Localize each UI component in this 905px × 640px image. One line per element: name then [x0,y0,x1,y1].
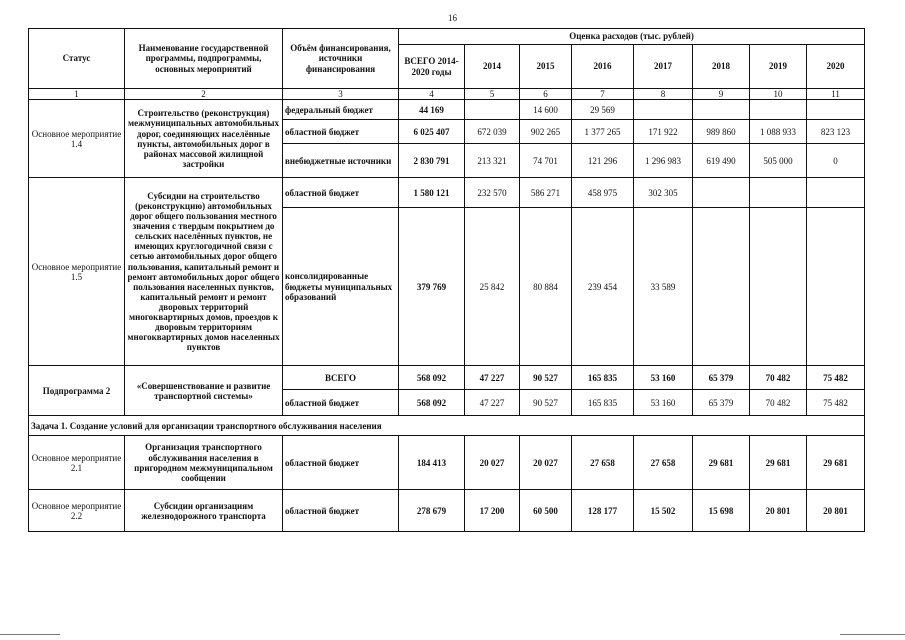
value-cell: 29 681 [693,436,750,490]
page-edge-line [0,634,60,635]
status-cell: Подпрограмма 2 [29,366,125,416]
header-year: 2019 [750,45,807,89]
measure-name: «Совершенствование и развитие транспортной системы» [125,366,283,416]
table-row [29,178,865,208]
value-cell [693,100,750,120]
value-cell: 586 271 [520,178,572,208]
header-volume: Объём финансирования, источники финансирования [283,29,399,89]
value-cell: 20 801 [807,490,865,532]
value-cell: 70 482 [750,390,807,416]
status-cell: Основное мероприятие 1.4 [29,100,125,178]
task-title: Задача 1. Создание условий для организации транспортного обслуживания населения [29,416,865,436]
value-cell: 1 377 265 [572,120,634,144]
value-cell: 989 860 [693,120,750,144]
measure-name: Организация транспортного обслуживания населения в пригородном межмуниципальном сообщении [125,436,283,490]
value-cell: 171 922 [634,120,693,144]
header-year: 2017 [634,45,693,89]
value-cell: 505 000 [750,144,807,178]
value-cell: 619 490 [693,144,750,178]
value-cell: 65 379 [693,390,750,416]
value-cell [807,208,865,366]
value-cell: 672 039 [465,120,520,144]
value-cell [750,100,807,120]
funding-source: областной бюджет [283,436,399,490]
value-cell: 65 379 [693,366,750,390]
funding-source: внебюджетные источники [283,144,399,178]
value-cell: 53 160 [634,366,693,390]
value-cell: 165 835 [572,366,634,390]
value-cell: 302 305 [634,178,693,208]
status-cell: Основное мероприятие 1.5 [29,178,125,366]
value-cell [634,100,693,120]
total-cell: 44 169 [399,100,465,120]
header-year: 2016 [572,45,634,89]
value-cell: 75 482 [807,390,865,416]
budget-table [28,28,865,532]
value-cell: 75 482 [807,366,865,390]
header-name: Наименование государственной программы, подпрограммы, основных мероприятий [125,29,283,89]
status-cell: Основное мероприятие 2.2 [29,490,125,532]
value-cell: 17 200 [465,490,520,532]
value-cell: 90 527 [520,366,572,390]
header-status: Статус [29,29,125,89]
value-cell: 1 296 983 [634,144,693,178]
total-cell: 379 769 [399,208,465,366]
column-number: 11 [807,89,865,100]
value-cell: 47 227 [465,390,520,416]
column-number: 6 [520,89,572,100]
value-cell: 823 123 [807,120,865,144]
column-number: 7 [572,89,634,100]
value-cell: 25 842 [465,208,520,366]
value-cell [693,208,750,366]
value-cell: 128 177 [572,490,634,532]
value-cell: 47 227 [465,366,520,390]
column-number: 4 [399,89,465,100]
measure-name: Строительство (реконструкция) межмуниципальных автомобильных дорог, соединяющих населённые пункты, автомобильных дорог в районах массовой жилищной застройки [125,100,283,178]
total-cell: 278 679 [399,490,465,532]
value-cell: 15 698 [693,490,750,532]
value-cell: 0 [807,144,865,178]
table-row [29,100,865,120]
value-cell: 20 027 [520,436,572,490]
total-cell: 6 025 407 [399,120,465,144]
status-cell: Основное мероприятие 2.1 [29,436,125,490]
value-cell: 232 570 [465,178,520,208]
value-cell: 29 681 [807,436,865,490]
funding-source: областной бюджет [283,490,399,532]
header-row [29,29,865,45]
value-cell [750,208,807,366]
value-cell: 29 569 [572,100,634,120]
page-edge-line [840,634,905,635]
column-number: 5 [465,89,520,100]
header-year: 2015 [520,45,572,89]
funding-source: областной бюджет [283,178,399,208]
column-number: 3 [283,89,399,100]
total-cell: 2 830 791 [399,144,465,178]
column-number: 10 [750,89,807,100]
value-cell: 60 500 [520,490,572,532]
value-cell: 80 884 [520,208,572,366]
value-cell: 53 160 [634,390,693,416]
value-cell: 902 265 [520,120,572,144]
value-cell: 14 600 [520,100,572,120]
total-cell: 1 580 121 [399,178,465,208]
measure-name: Субсидии организациям железнодорожного транспорта [125,490,283,532]
value-cell: 29 681 [750,436,807,490]
value-cell: 74 701 [520,144,572,178]
header-year: 2014 [465,45,520,89]
table-row [29,490,865,532]
value-cell: 90 527 [520,390,572,416]
funding-source: федеральный бюджет [283,100,399,120]
value-cell [807,178,865,208]
value-cell: 27 658 [572,436,634,490]
measure-name: Субсидии на строительство (реконструкцию) автомобильных дорог общего пользования местного значения с твердым покрытием до сельских населённых пунктов, не имеющих круглогодичной связи с сетью автомобильных дорог общего пользования, капитальный ремонт и ремонт автомобильных дорог общего пользования населенных пунктов, капитальный ремонт и ремонт дворовых территорий многоквартирных домов, проездов к дворовым территориям многоквартирных домов населенных пунктов [125,178,283,366]
value-cell [465,100,520,120]
value-cell: 20 027 [465,436,520,490]
column-number: 2 [125,89,283,100]
value-cell: 121 296 [572,144,634,178]
column-number: 8 [634,89,693,100]
header-year: 2018 [693,45,750,89]
column-number-row [29,89,865,100]
task-row [29,416,865,436]
header-year: 2020 [807,45,865,89]
value-cell: 1 088 933 [750,120,807,144]
page-number: 16 [448,13,457,23]
table-row [29,366,865,390]
total-cell: 568 092 [399,390,465,416]
value-cell: 458 975 [572,178,634,208]
value-cell: 20 801 [750,490,807,532]
header-estimate: Оценка расходов (тыс. рублей) [399,29,865,45]
value-cell [750,178,807,208]
funding-source: областной бюджет [283,390,399,416]
table-row [29,436,865,490]
value-cell [693,178,750,208]
value-cell: 165 835 [572,390,634,416]
column-number: 9 [693,89,750,100]
funding-source: консолидированные бюджеты муниципальных образований [283,208,399,366]
value-cell: 70 482 [750,366,807,390]
column-number: 1 [29,89,125,100]
funding-source: областной бюджет [283,120,399,144]
total-cell: 184 413 [399,436,465,490]
value-cell [807,100,865,120]
value-cell: 15 502 [634,490,693,532]
value-cell: 213 321 [465,144,520,178]
value-cell: 239 454 [572,208,634,366]
funding-source: ВСЕГО [283,366,399,390]
value-cell: 33 589 [634,208,693,366]
value-cell: 27 658 [634,436,693,490]
total-cell: 568 092 [399,366,465,390]
header-total: ВСЕГО 2014-2020 годы [399,45,465,89]
